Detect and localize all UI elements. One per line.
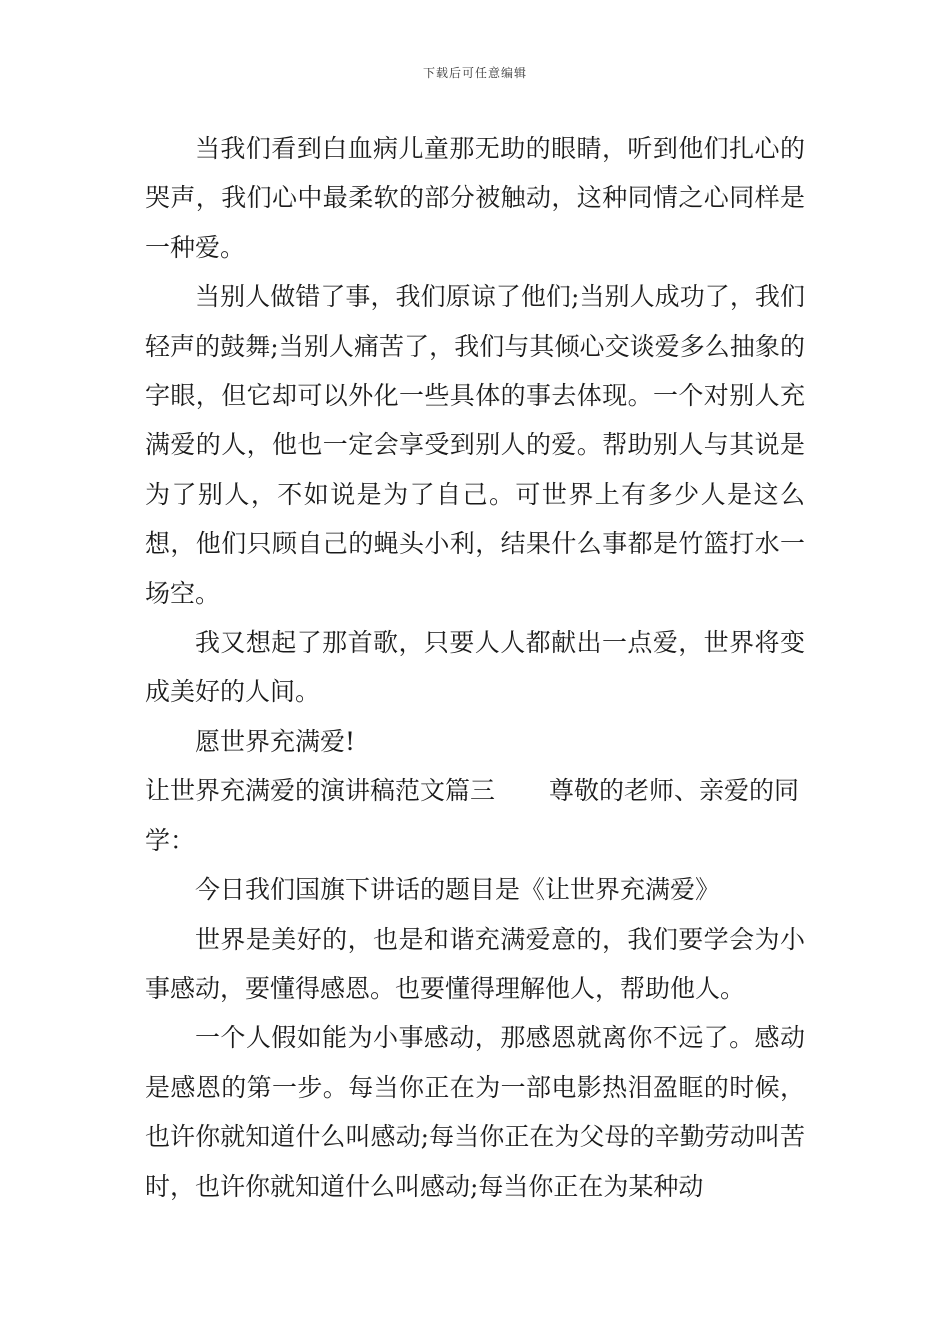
paragraph-speech-topic: 今日我们国旗下讲话的题目是《让世界充满爱》 bbox=[195, 875, 721, 905]
document-body bbox=[145, 124, 805, 1211]
paragraph-forgive-others: 当别人做错了事，我们原谅了他们;当别人成功了，我们轻声的鼓舞;当别人痛苦了，我们与其倾心交谈爱多么抽象的字眼，但它却可以外化一些具体的事去体现。一个对别人充满爱的人，他也一定会享受到别人的爱。帮助别人与其说是为了别人，不如说是为了自己。可世界上有多少人是这么想，他们只顾自己的蝇头小利，结果什么事都是竹篮打水一场空。 bbox=[145, 282, 805, 608]
paragraph-world-beautiful: 世界是美好的，也是和谐充满爱意的，我们要学会为小事感动，要懂得感恩。也要懂得理解他人，帮助他人。 bbox=[145, 924, 805, 1003]
greeting: 尊敬的老师、亲爱的同学： bbox=[145, 776, 800, 855]
paragraph-song-memory: 我又想起了那首歌，只要人人都献出一点爱，世界将变成美好的人间。 bbox=[145, 628, 805, 707]
paragraph-leukemia-children: 当我们看到白血病儿童那无助的眼睛，听到他们扎心的哭声，我们心中最柔软的部分被触动，这种同情之心同样是一种爱。 bbox=[145, 134, 805, 262]
paragraph-being-moved: 一个人假如能为小事感动，那感恩就离你不远了。感动是感恩的第一步。每当你正在为一部电影热泪盈眶的时候，也许你就知道什么叫感动;每当你正在为父母的辛勤劳动叫苦时，也许你就知道什么叫感动;每当你正在为某种动 bbox=[145, 1023, 805, 1201]
section-heading-line bbox=[145, 766, 805, 865]
paragraph-wish: 愿世界充满爱! bbox=[195, 726, 356, 756]
section-title: 让世界充满爱的演讲稿范文篇三 bbox=[145, 776, 496, 806]
page-header-watermark: 下载后可任意编辑 bbox=[422, 66, 527, 80]
